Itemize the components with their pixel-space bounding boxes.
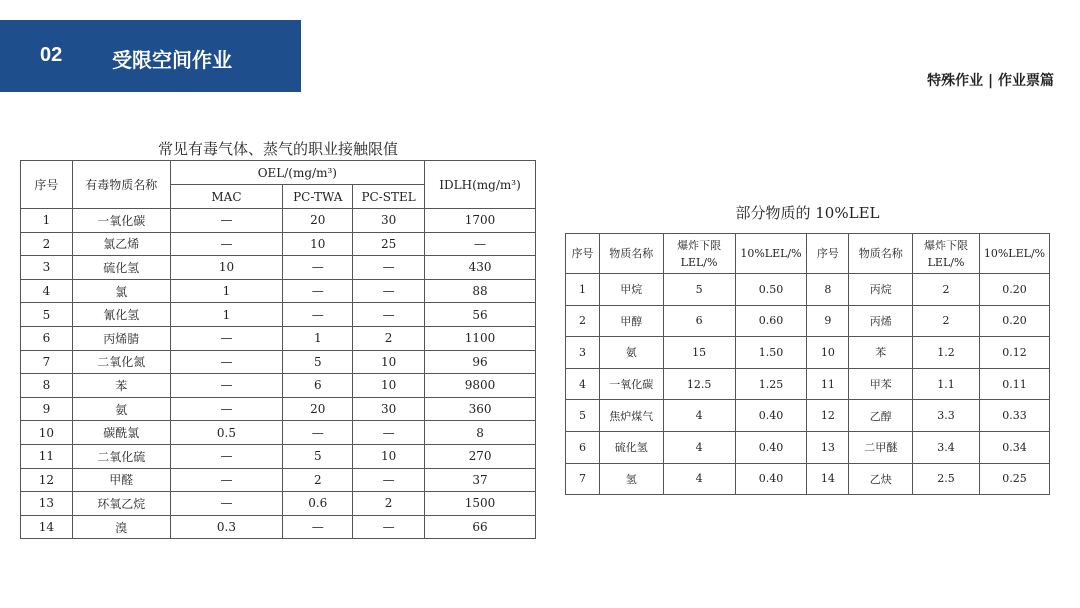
table-cell: 2	[566, 305, 600, 337]
table-cell: 8	[425, 421, 536, 445]
table-cell: 37	[425, 468, 536, 492]
table-cell: 6	[21, 326, 73, 350]
col-header-no: 序号	[21, 161, 73, 209]
table-cell: 2	[913, 305, 980, 337]
table-cell: —	[353, 468, 425, 492]
table-cell: 4	[663, 400, 735, 432]
col-header-mac: MAC	[170, 185, 283, 209]
table-cell: 3	[21, 256, 73, 280]
table-cell: 7	[566, 463, 600, 495]
table-cell: 1	[170, 303, 283, 327]
table-cell: 5	[283, 350, 353, 374]
table-cell: 3.4	[913, 431, 980, 463]
table-cell: 丙烯腈	[72, 326, 170, 350]
table-row	[566, 368, 1050, 400]
table-cell: 30	[353, 209, 425, 233]
table-cell: 7	[21, 350, 73, 374]
table-cell: 11	[21, 444, 73, 468]
table-cell: 氯	[72, 279, 170, 303]
table-row	[566, 431, 1050, 463]
table-cell: —	[353, 303, 425, 327]
table-cell: 0.50	[735, 274, 807, 306]
table2-caption: 部分物质的 10%LEL	[735, 204, 880, 222]
table-cell: 一氧化碳	[72, 209, 170, 233]
table-cell: 氨	[72, 397, 170, 421]
table-cell: 二氧化氮	[72, 350, 170, 374]
col-header: 爆炸下限LEL/%	[663, 234, 735, 274]
table-cell: 1	[170, 279, 283, 303]
table-cell: 3	[566, 337, 600, 369]
table-cell: 20	[283, 397, 353, 421]
table-cell: 2	[353, 492, 425, 516]
table-cell: —	[170, 209, 283, 233]
table-cell: 苯	[849, 337, 913, 369]
col-header: 序号	[566, 234, 600, 274]
table-cell: 270	[425, 444, 536, 468]
table-cell: 13	[21, 492, 73, 516]
col-header: 物质名称	[599, 234, 663, 274]
toxic-gas-oel-table	[20, 160, 536, 539]
table-cell: 13	[807, 431, 849, 463]
section-banner	[0, 20, 301, 92]
table-cell: 0.12	[979, 337, 1049, 369]
table-cell: —	[353, 421, 425, 445]
table-cell: —	[283, 279, 353, 303]
table-cell: 10	[283, 232, 353, 256]
table-cell: 15	[663, 337, 735, 369]
table-cell: 0.34	[979, 431, 1049, 463]
table-cell: 0.40	[735, 431, 807, 463]
table-cell: 5	[21, 303, 73, 327]
table-cell: 12	[21, 468, 73, 492]
table-cell: 0.25	[979, 463, 1049, 495]
col-header-pc-stel: PC-STEL	[353, 185, 425, 209]
table-cell: 66	[425, 515, 536, 539]
table-cell: 0.40	[735, 400, 807, 432]
table-cell: —	[170, 468, 283, 492]
table-cell: 11	[807, 368, 849, 400]
table-cell: 8	[807, 274, 849, 306]
table-cell: —	[170, 350, 283, 374]
table-cell: 9800	[425, 374, 536, 398]
table-cell: 二氧化硫	[72, 444, 170, 468]
table-cell: 5	[566, 400, 600, 432]
table-cell: —	[353, 515, 425, 539]
table-cell: 氰化氢	[72, 303, 170, 327]
table-cell: 碳酰氯	[72, 421, 170, 445]
col-header: 爆炸下限LEL/%	[913, 234, 980, 274]
table-cell: 0.6	[283, 492, 353, 516]
table-cell: 0.20	[979, 274, 1049, 306]
col-header: 物质名称	[849, 234, 913, 274]
table-cell: 甲苯	[849, 368, 913, 400]
table-cell: 1	[566, 274, 600, 306]
table-row	[21, 421, 536, 445]
table-row	[21, 374, 536, 398]
table-cell: 甲烷	[599, 274, 663, 306]
table-cell: 10	[353, 350, 425, 374]
table-cell: 4	[663, 431, 735, 463]
table-row	[566, 337, 1050, 369]
table2-header-row	[566, 234, 1050, 274]
table-cell: 乙醇	[849, 400, 913, 432]
table-cell: 88	[425, 279, 536, 303]
table-cell: 苯	[72, 374, 170, 398]
col-header-name: 有毒物质名称	[72, 161, 170, 209]
col-header-idlh: IDLH(mg/m³)	[425, 161, 536, 209]
table-cell: 10	[807, 337, 849, 369]
table-cell: 1	[283, 326, 353, 350]
lel-table	[565, 233, 1050, 495]
table-cell: 氯乙烯	[72, 232, 170, 256]
table-cell: 9	[807, 305, 849, 337]
table-cell: 丙烯	[849, 305, 913, 337]
table-cell: 二甲醚	[849, 431, 913, 463]
table-cell: 乙炔	[849, 463, 913, 495]
section-title: 受限空间作业	[112, 48, 232, 72]
table-cell: 96	[425, 350, 536, 374]
table-cell: 4	[566, 368, 600, 400]
table-cell: 12.5	[663, 368, 735, 400]
table-cell: 丙烷	[849, 274, 913, 306]
table-cell: 14	[21, 515, 73, 539]
table-row	[21, 350, 536, 374]
table-cell: 0.11	[979, 368, 1049, 400]
table-cell: 0.40	[735, 463, 807, 495]
table-cell: 1100	[425, 326, 536, 350]
table-cell: 甲醛	[72, 468, 170, 492]
table-cell: —	[170, 492, 283, 516]
table-cell: 9	[21, 397, 73, 421]
table-cell: 12	[807, 400, 849, 432]
table-cell: 2	[913, 274, 980, 306]
table-cell: —	[170, 232, 283, 256]
table-cell: —	[353, 256, 425, 280]
table-cell: 溴	[72, 515, 170, 539]
table-row	[566, 274, 1050, 306]
table-cell: —	[283, 515, 353, 539]
table-row	[21, 444, 536, 468]
table-row	[21, 209, 536, 233]
table-cell: —	[353, 279, 425, 303]
table-cell: —	[425, 232, 536, 256]
table-cell: —	[170, 326, 283, 350]
table-cell: 8	[21, 374, 73, 398]
section-number: 02	[40, 44, 63, 66]
table-cell: 10	[353, 444, 425, 468]
table-cell: 环氧乙烷	[72, 492, 170, 516]
table-row	[21, 515, 536, 539]
table-row	[21, 468, 536, 492]
table-cell: 2.5	[913, 463, 980, 495]
table-cell: —	[170, 374, 283, 398]
table-cell: 430	[425, 256, 536, 280]
table-cell: 6	[283, 374, 353, 398]
table-cell: 10	[170, 256, 283, 280]
table-cell: —	[283, 303, 353, 327]
table-cell: 0.5	[170, 421, 283, 445]
col-header: 序号	[807, 234, 849, 274]
table-cell: 4	[21, 279, 73, 303]
table-row	[566, 463, 1050, 495]
table-cell: 4	[663, 463, 735, 495]
page-subtitle: 特殊作业 | 作业票篇	[927, 73, 1054, 89]
table-row	[566, 305, 1050, 337]
table-cell: —	[283, 256, 353, 280]
table-cell: 2	[283, 468, 353, 492]
col-header-oel: OEL/(mg/m³)	[170, 161, 424, 185]
table-cell: —	[170, 397, 283, 421]
table-cell: 0.60	[735, 305, 807, 337]
table2-body	[566, 274, 1050, 495]
table-row	[21, 397, 536, 421]
table-cell: 1	[21, 209, 73, 233]
table-cell: 6	[566, 431, 600, 463]
table-cell: 0.3	[170, 515, 283, 539]
table-row	[21, 256, 536, 280]
table-row	[21, 279, 536, 303]
table-cell: 360	[425, 397, 536, 421]
table-cell: 2	[21, 232, 73, 256]
table-cell: 1.25	[735, 368, 807, 400]
table-row	[21, 326, 536, 350]
table-cell: 5	[663, 274, 735, 306]
table-cell: —	[283, 421, 353, 445]
table-cell: 硫化氢	[72, 256, 170, 280]
table-cell: 2	[353, 326, 425, 350]
table-cell: 氨	[599, 337, 663, 369]
table-cell: 5	[283, 444, 353, 468]
table-cell: 30	[353, 397, 425, 421]
table-cell: 20	[283, 209, 353, 233]
table-cell: 氢	[599, 463, 663, 495]
table-cell: 1.50	[735, 337, 807, 369]
table-row	[21, 303, 536, 327]
table-cell: 10	[353, 374, 425, 398]
table-row	[566, 400, 1050, 432]
table-cell: 1500	[425, 492, 536, 516]
table-cell: —	[170, 444, 283, 468]
table-cell: 1.1	[913, 368, 980, 400]
col-header: 10%LEL/%	[979, 234, 1049, 274]
table1-caption: 常见有毒气体、蒸气的职业接触限值	[157, 140, 398, 158]
table-cell: 硫化氢	[599, 431, 663, 463]
table-cell: 甲醇	[599, 305, 663, 337]
table-cell: 56	[425, 303, 536, 327]
table-row	[21, 232, 536, 256]
table-cell: 6	[663, 305, 735, 337]
table-cell: 一氧化碳	[599, 368, 663, 400]
col-header: 10%LEL/%	[735, 234, 807, 274]
col-header-pc-twa: PC-TWA	[283, 185, 353, 209]
table-cell: 0.33	[979, 400, 1049, 432]
table-cell: 1.2	[913, 337, 980, 369]
table1-body	[21, 209, 536, 539]
table-cell: 焦炉煤气	[599, 400, 663, 432]
table-cell: 0.20	[979, 305, 1049, 337]
table-cell: 25	[353, 232, 425, 256]
table-cell: 1700	[425, 209, 536, 233]
table-cell: 14	[807, 463, 849, 495]
table-cell: 3.3	[913, 400, 980, 432]
table-row	[21, 492, 536, 516]
table-cell: 10	[21, 421, 73, 445]
